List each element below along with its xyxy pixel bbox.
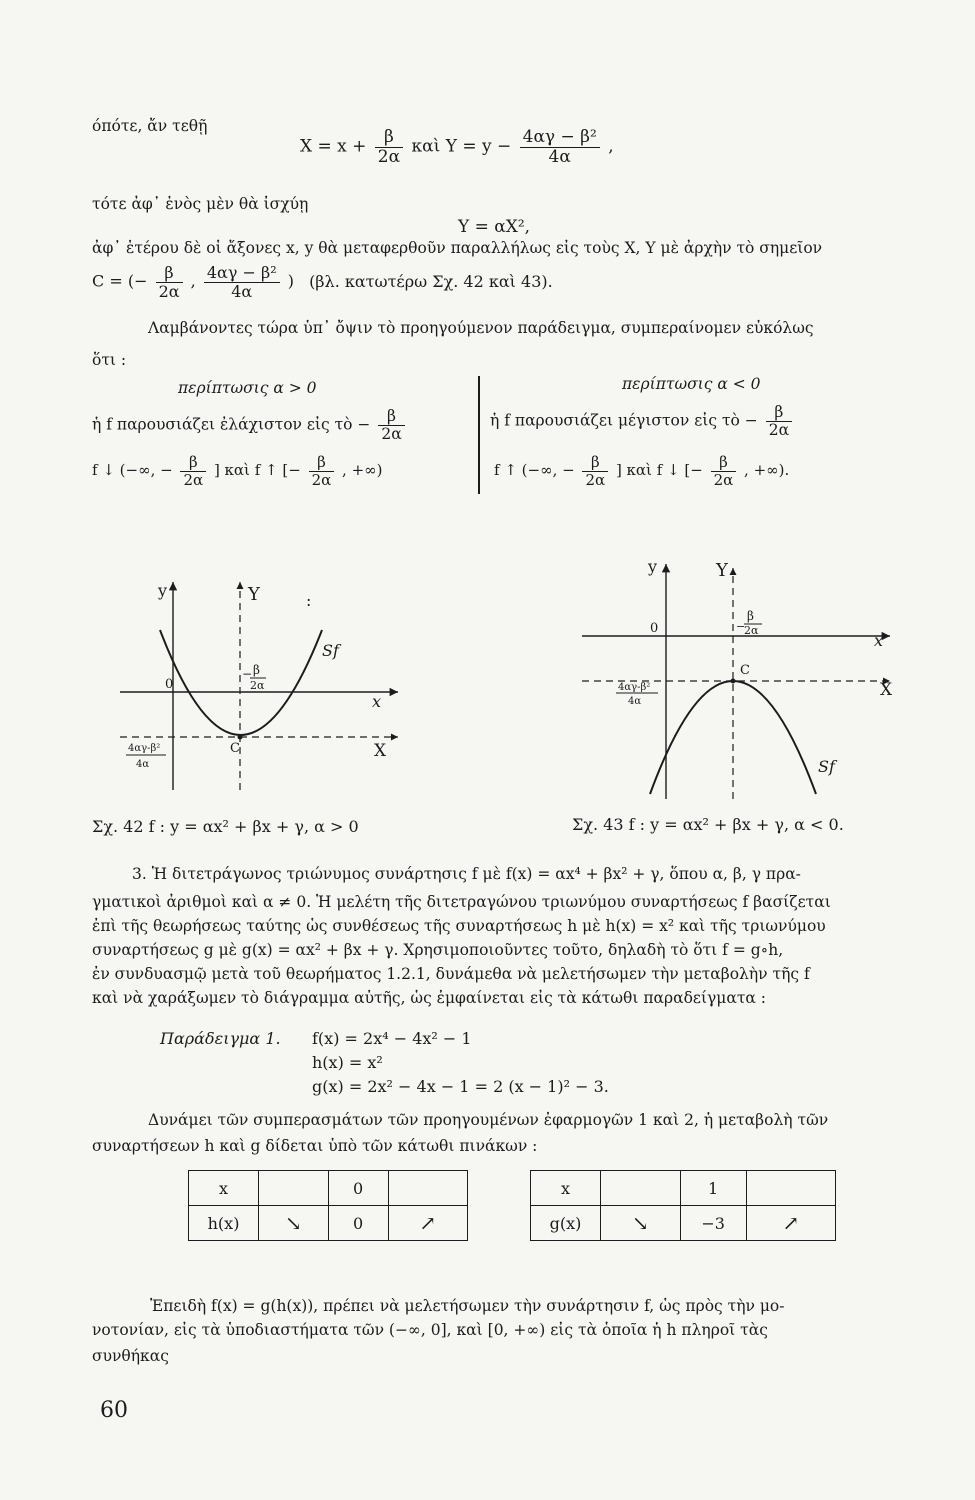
table-cell: g(x) [531,1206,601,1241]
eq-kai: καὶ [411,136,441,157]
example-label: Παράδειγμα 1. [160,1029,281,1048]
frac-den: 2α [381,425,402,444]
table-cell: x [189,1171,259,1206]
frac-num: 4αγ − β² [204,264,280,283]
mono-frac [309,454,335,488]
table-row [531,1206,836,1241]
caption-fig-43: Σχ. 43 f : y = αx² + βx + γ, α < 0. [572,815,844,834]
table-cell: 0 [328,1206,388,1241]
section3-line5: ἐν συνδυασμῷ μετὰ τοῦ θεωρήματος 1.2.1, δυνάμεθα νὰ μελετήσωμεν τὴν μεταβολὴν τῆς f [92,965,810,983]
section3-line1: 3. Ἡ διτετράγωνος τριώνυμος συνάρτησις f μὲ f(x) = αx⁴ + βx² + γ, ὅπου α, β, γ πρα- [132,865,801,883]
point-C-line [92,264,553,300]
label-X: X [374,741,387,761]
c-end: ) [287,271,294,291]
vertex-point [731,679,736,684]
c-comma: , [190,271,196,291]
example-g: g(x) = 2x² − 4x − 1 = 2 (x − 1)² − 3. [312,1077,609,1096]
case-positive-heading: περίπτωσις α > 0 [178,379,317,397]
label-C: C [740,663,750,678]
equation-xy [300,128,614,166]
frac-den: 2α [183,470,204,489]
then-line: τότε ἀφ᾽ ἑνὸς μὲν θὰ ἰσχύῃ [92,195,309,213]
section3-line2: γματικοὶ ἀριθμοὶ καὶ α ≠ 0. Ἡ μελέτη τῆς διτετραγώνου τριωνύμου συναρτήσεως f βασίζεται [92,893,831,911]
frac-den: 4α [231,281,253,301]
label-C: C [230,741,240,756]
table-row [189,1171,468,1206]
table-cell: h(x) [189,1206,259,1241]
frac-num: β [711,454,737,472]
section3-line4: συναρτήσεως g μὲ g(x) = αx² + βx + γ. Χρησιμοποιοῦντες τοῦτο, δηλαδὴ τὸ ὅτι f = g∘h, [92,941,784,959]
label-vertex-num: 4αγ-β² [618,682,651,693]
case-negative-heading: περίπτωσις α < 0 [622,375,761,393]
paragraph5-line1: Ἐπειδὴ f(x) = g(h(x)), πρέπει νὰ μελετήσωμεν τὴν συνάρτησιν f, ὡς πρὸς τὴν μο- [150,1297,785,1315]
frac-den: 2α [158,281,180,301]
frac-num: β [375,128,403,148]
label-X: X [880,680,893,700]
mono-text: , +∞) [342,461,383,479]
c-left: C = (− [92,271,148,291]
label-Y: Y [716,560,728,581]
increasing-arrow-icon: ↗ [388,1206,467,1241]
mono-frac [582,454,608,488]
eq-x-left: X = x + [300,136,367,157]
example-h: h(x) = x² [312,1053,383,1072]
min-text: ἡ f παρουσιάζει ἐλάχιστον εἰς τὸ − [92,415,371,434]
label-Sf: Sf [322,641,339,660]
table-cell [259,1171,329,1206]
label-beta-num: β [747,609,754,623]
label-beta-num: β [253,663,260,677]
label-vertex-num: 4αγ-β² [128,743,161,754]
label-beta-den: 2α [744,624,759,637]
page-number: 60 [100,1398,128,1423]
paragraph5-line2: νοτονίαν, εἰς τὰ ὑποδιαστήματα τῶν (−∞, 0], καὶ [0, +∞) εἰς τὰ ὁποῖα ἡ h πληροῖ τὰς [92,1321,768,1339]
label-beta-den: 2α [250,679,265,692]
mono-text: ] καὶ f ↓ [− [615,461,703,479]
frac-num: β [378,408,404,426]
column-divider [478,376,480,494]
label-Sf: Sf [818,757,835,776]
example-f: f(x) = 2x⁴ − 4x² − 1 [312,1029,472,1048]
table-cell [601,1171,681,1206]
label-dots: : [306,591,312,610]
eq-y-fraction [520,128,600,166]
table-cell: −3 [680,1206,746,1241]
frac-num: β [766,404,792,422]
axes-line: ἀφ᾽ ἑτέρου δὲ οἱ ἄξονες x, y θὰ μεταφερθοῦν παραλλήλως εἰς τοὺς X, Y μὲ ἀρχὴν τὸ σημεῖον [92,239,823,257]
decreasing-arrow-icon: ↘ [259,1206,329,1241]
max-statement [490,404,795,439]
table-cell [388,1171,467,1206]
frac-num: β [156,264,183,283]
label-minus: − [736,620,746,633]
frac-den: 2α [713,470,734,489]
frac-num: β [582,454,608,472]
frac-den: 2α [311,470,332,489]
equation-Y-aX2: Y = αX², [458,217,531,237]
max-frac [766,404,792,439]
monotonic-negative [494,454,789,488]
vertex-point [238,735,243,740]
intro-line: όπότε, ἄν τεθῇ [92,117,208,135]
label-minus: − [242,667,253,681]
decreasing-arrow-icon: ↘ [601,1206,681,1241]
c-frac2 [204,264,280,300]
monotonic-positive [92,454,383,488]
label-vertex-den: 4α [136,759,150,770]
label-origin: 0 [165,677,174,692]
table-row [189,1206,468,1241]
min-frac [378,408,404,443]
eq-y-left: Y = y − [445,136,512,157]
eq-x-fraction [375,128,403,166]
frac-num: β [180,454,206,472]
frac-num: β [309,454,335,472]
table-cell: 0 [328,1171,388,1206]
paragraph4-line2: συναρτήσεων h καὶ g δίδεται ὑπὸ τῶν κάτωθι πινάκων : [92,1137,538,1155]
label-y: y [648,557,658,576]
mono-frac [180,454,206,488]
frac-den: 2α [377,146,401,167]
frac-den: 2α [585,470,606,489]
parabola-up [160,630,322,735]
table-h [188,1170,468,1241]
table-cell: 1 [680,1171,746,1206]
eq-end: , [608,136,614,157]
c-ref: (βλ. κατωτέρω Σχ. 42 καὶ 43). [309,271,553,291]
table-row [531,1171,836,1206]
label-Y: Y [248,584,260,605]
min-statement [92,408,408,443]
label-vertex-den: 4α [628,696,642,707]
mono-text: f ↓ (−∞, − [92,461,173,479]
paragraph4-line1: Δυνάμει τῶν συμπερασμάτων τῶν προηγουμένων ἐφαρμογῶν 1 καὶ 2, ἡ μεταβολὴ τῶν [148,1111,829,1129]
section3-line3: ἐπὶ τῆς θεωρήσεως ταύτης ὡς συνθέσεως τῆς συναρτήσεως h μὲ h(x) = x² καὶ τῆς τριωνύμου [92,917,826,935]
mono-text: ] καὶ f ↑ [− [213,461,301,479]
figure-42 [110,570,430,800]
label-x: x [372,692,382,711]
label-y: y [158,581,168,600]
mono-frac [711,454,737,488]
oti-line: ὅτι : [92,351,127,369]
frac-den: 2α [768,421,790,440]
paragraph5-line3: συνθήκας [92,1347,169,1365]
frac-den: 4α [548,146,571,167]
caption-fig-42: Σχ. 42 f : y = αx² + βx + γ, α > 0 [92,817,359,836]
max-text: ἡ f παρουσιάζει μέγιστον εἰς τὸ − [490,411,758,430]
taking-line: Λαμβάνοντες τώρα ὑπ᾽ ὄψιν τὸ προηγούμενον παράδειγμα, συμπεραίνομεν εὐκόλως [148,319,814,337]
figure-43 [578,554,908,804]
table-g [530,1170,836,1241]
c-frac1 [156,264,183,300]
label-x: x [874,631,884,650]
table-cell: x [531,1171,601,1206]
label-origin: 0 [650,621,659,636]
frac-num: 4αγ − β² [520,128,600,148]
section3-line6: καὶ νὰ χαράξωμεν τὸ διάγραμμα αὐτῆς, ὡς ἐμφαίνεται εἰς τὰ κάτωθι παραδείγματα : [92,989,767,1007]
table-cell [746,1171,835,1206]
mono-text: f ↑ (−∞, − [494,461,575,479]
increasing-arrow-icon: ↗ [746,1206,835,1241]
mono-text: , +∞). [744,461,790,479]
